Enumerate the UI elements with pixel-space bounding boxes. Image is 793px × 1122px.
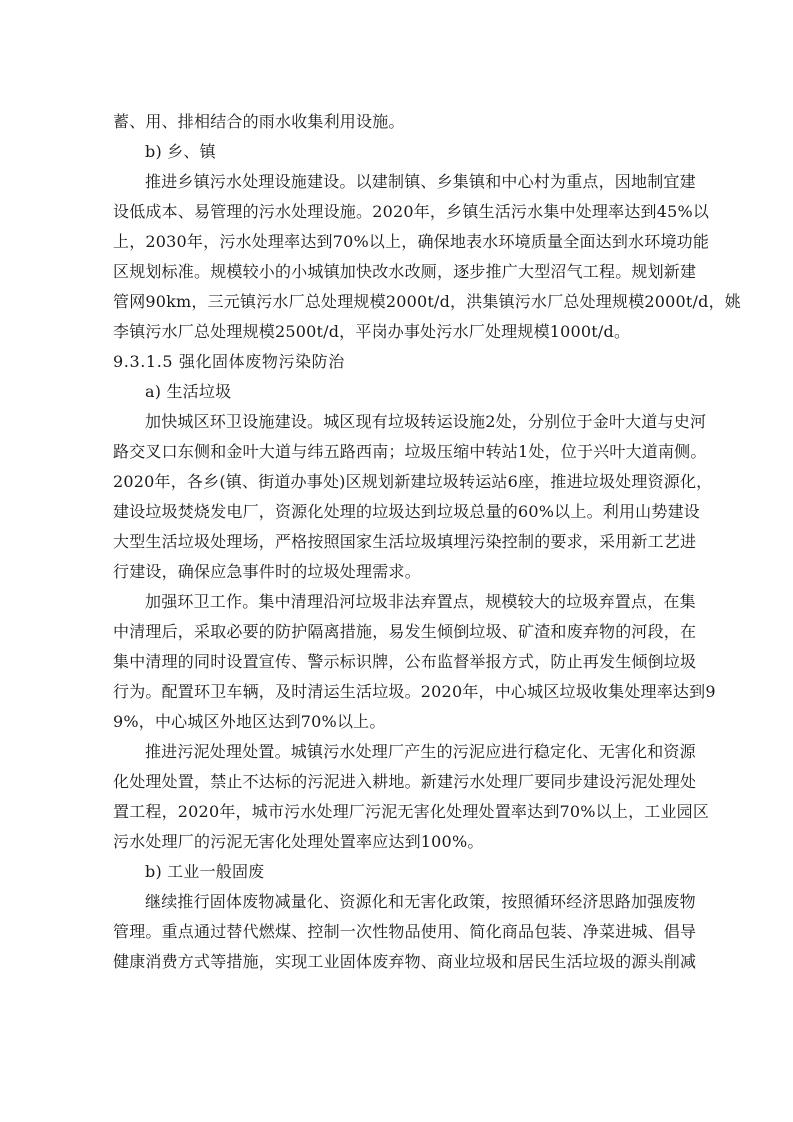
text-line: 推进污泥处理处置。城镇污水处理厂产生的污泥应进行稳定化、无害化和资源 bbox=[145, 742, 696, 761]
text-line: 置工程，2020年，城市污水处理厂污泥无害化处理处置率达到70%以上，工业园区 bbox=[113, 802, 710, 821]
section-heading: 9.3.1.5 强化固体废物污染防治 bbox=[113, 352, 345, 371]
text-line: 大型生活垃圾处理场，严格按照国家生活垃圾填埋污染控制的要求，采用新工艺进 bbox=[113, 532, 697, 551]
text-line: 建设垃圾焚烧发电厂，资源化处理的垃圾达到垃圾总量的60%以上。利用山势建设 bbox=[113, 502, 700, 521]
text-line: 2020年，各乡(镇、街道办事处)区规划新建垃圾转运站6座，推进垃圾处理资源化， bbox=[113, 472, 713, 491]
text-line: b) 乡、镇 bbox=[145, 142, 216, 161]
text-line: 李镇污水厂总处理规模2500t/d，平岗办事处污水厂处理规模1000t/d。 bbox=[113, 322, 631, 341]
text-line: 设低成本、易管理的污水处理设施。2020年，乡镇生活污水集中处理率达到45%以 bbox=[113, 202, 710, 221]
text-line: 污水处理厂的污泥无害化处理处置率应达到100%。 bbox=[113, 832, 484, 851]
text-line: b) 工业一般固废 bbox=[145, 862, 265, 881]
text-line: 推进乡镇污水处理设施建设。以建制镇、乡集镇和中心村为重点，因地制宜建 bbox=[145, 172, 696, 191]
text-line: 集中清理的同时设置宣传、警示标识牌，公布监督举报方式，防止再发生倾倒垃圾 bbox=[113, 652, 697, 671]
text-line: 继续推行固体废物减量化、资源化和无害化政策，按照循环经济思路加强废物 bbox=[145, 892, 696, 911]
text-line: 路交叉口东侧和金叶大道与纬五路西南；垃圾压缩中转站1处，位于兴叶大道南侧。 bbox=[113, 442, 707, 461]
text-line: 9%，中心城区外地区达到70%以上。 bbox=[113, 712, 386, 731]
text-line: 行为。配置环卫车辆，及时清运生活垃圾。2020年，中心城区垃圾收集处理率达到9 bbox=[113, 682, 716, 701]
text-line: 管理。重点通过替代燃煤、控制一次性物品使用、简化商品包装、净菜进城、倡导 bbox=[113, 922, 697, 941]
text-line: 上，2030年，污水处理率达到70%以上，确保地表水环境质量全面达到水环境功能 bbox=[113, 232, 710, 251]
text-line: 健康消费方式等措施，实现工业固体废弃物、商业垃圾和居民生活垃圾的源头削减 bbox=[113, 952, 697, 971]
text-line: 管网90km，三元镇污水厂总处理规模2000t/d，洪集镇污水厂总处理规模2000t/d，姚 bbox=[113, 292, 741, 311]
text-line: 加强环卫工作。集中清理沿河垃圾非法弃置点，规模较大的垃圾弃置点，在集 bbox=[145, 592, 696, 611]
text-line: 中清理后，采取必要的防护隔离措施，易发生倾倒垃圾、矿渣和废弃物的河段，在 bbox=[113, 622, 697, 641]
text-line: 加快城区环卫设施建设。城区现有垃圾转运设施2处，分别位于金叶大道与史河 bbox=[145, 412, 707, 431]
text-line: 化处理处置，禁止不达标的污泥进入耕地。新建污水处理厂要同步建设污泥处理处 bbox=[113, 772, 697, 791]
text-line: a) 生活垃圾 bbox=[145, 382, 232, 401]
text-line: 区规划标准。规模较小的小城镇加快改水改厕，逐步推广大型沼气工程。规划新建 bbox=[113, 262, 697, 281]
text-line: 蓄、用、排相结合的雨水收集利用设施。 bbox=[113, 112, 405, 131]
text-line: 行建设，确保应急事件时的垃圾处理需求。 bbox=[113, 562, 421, 581]
